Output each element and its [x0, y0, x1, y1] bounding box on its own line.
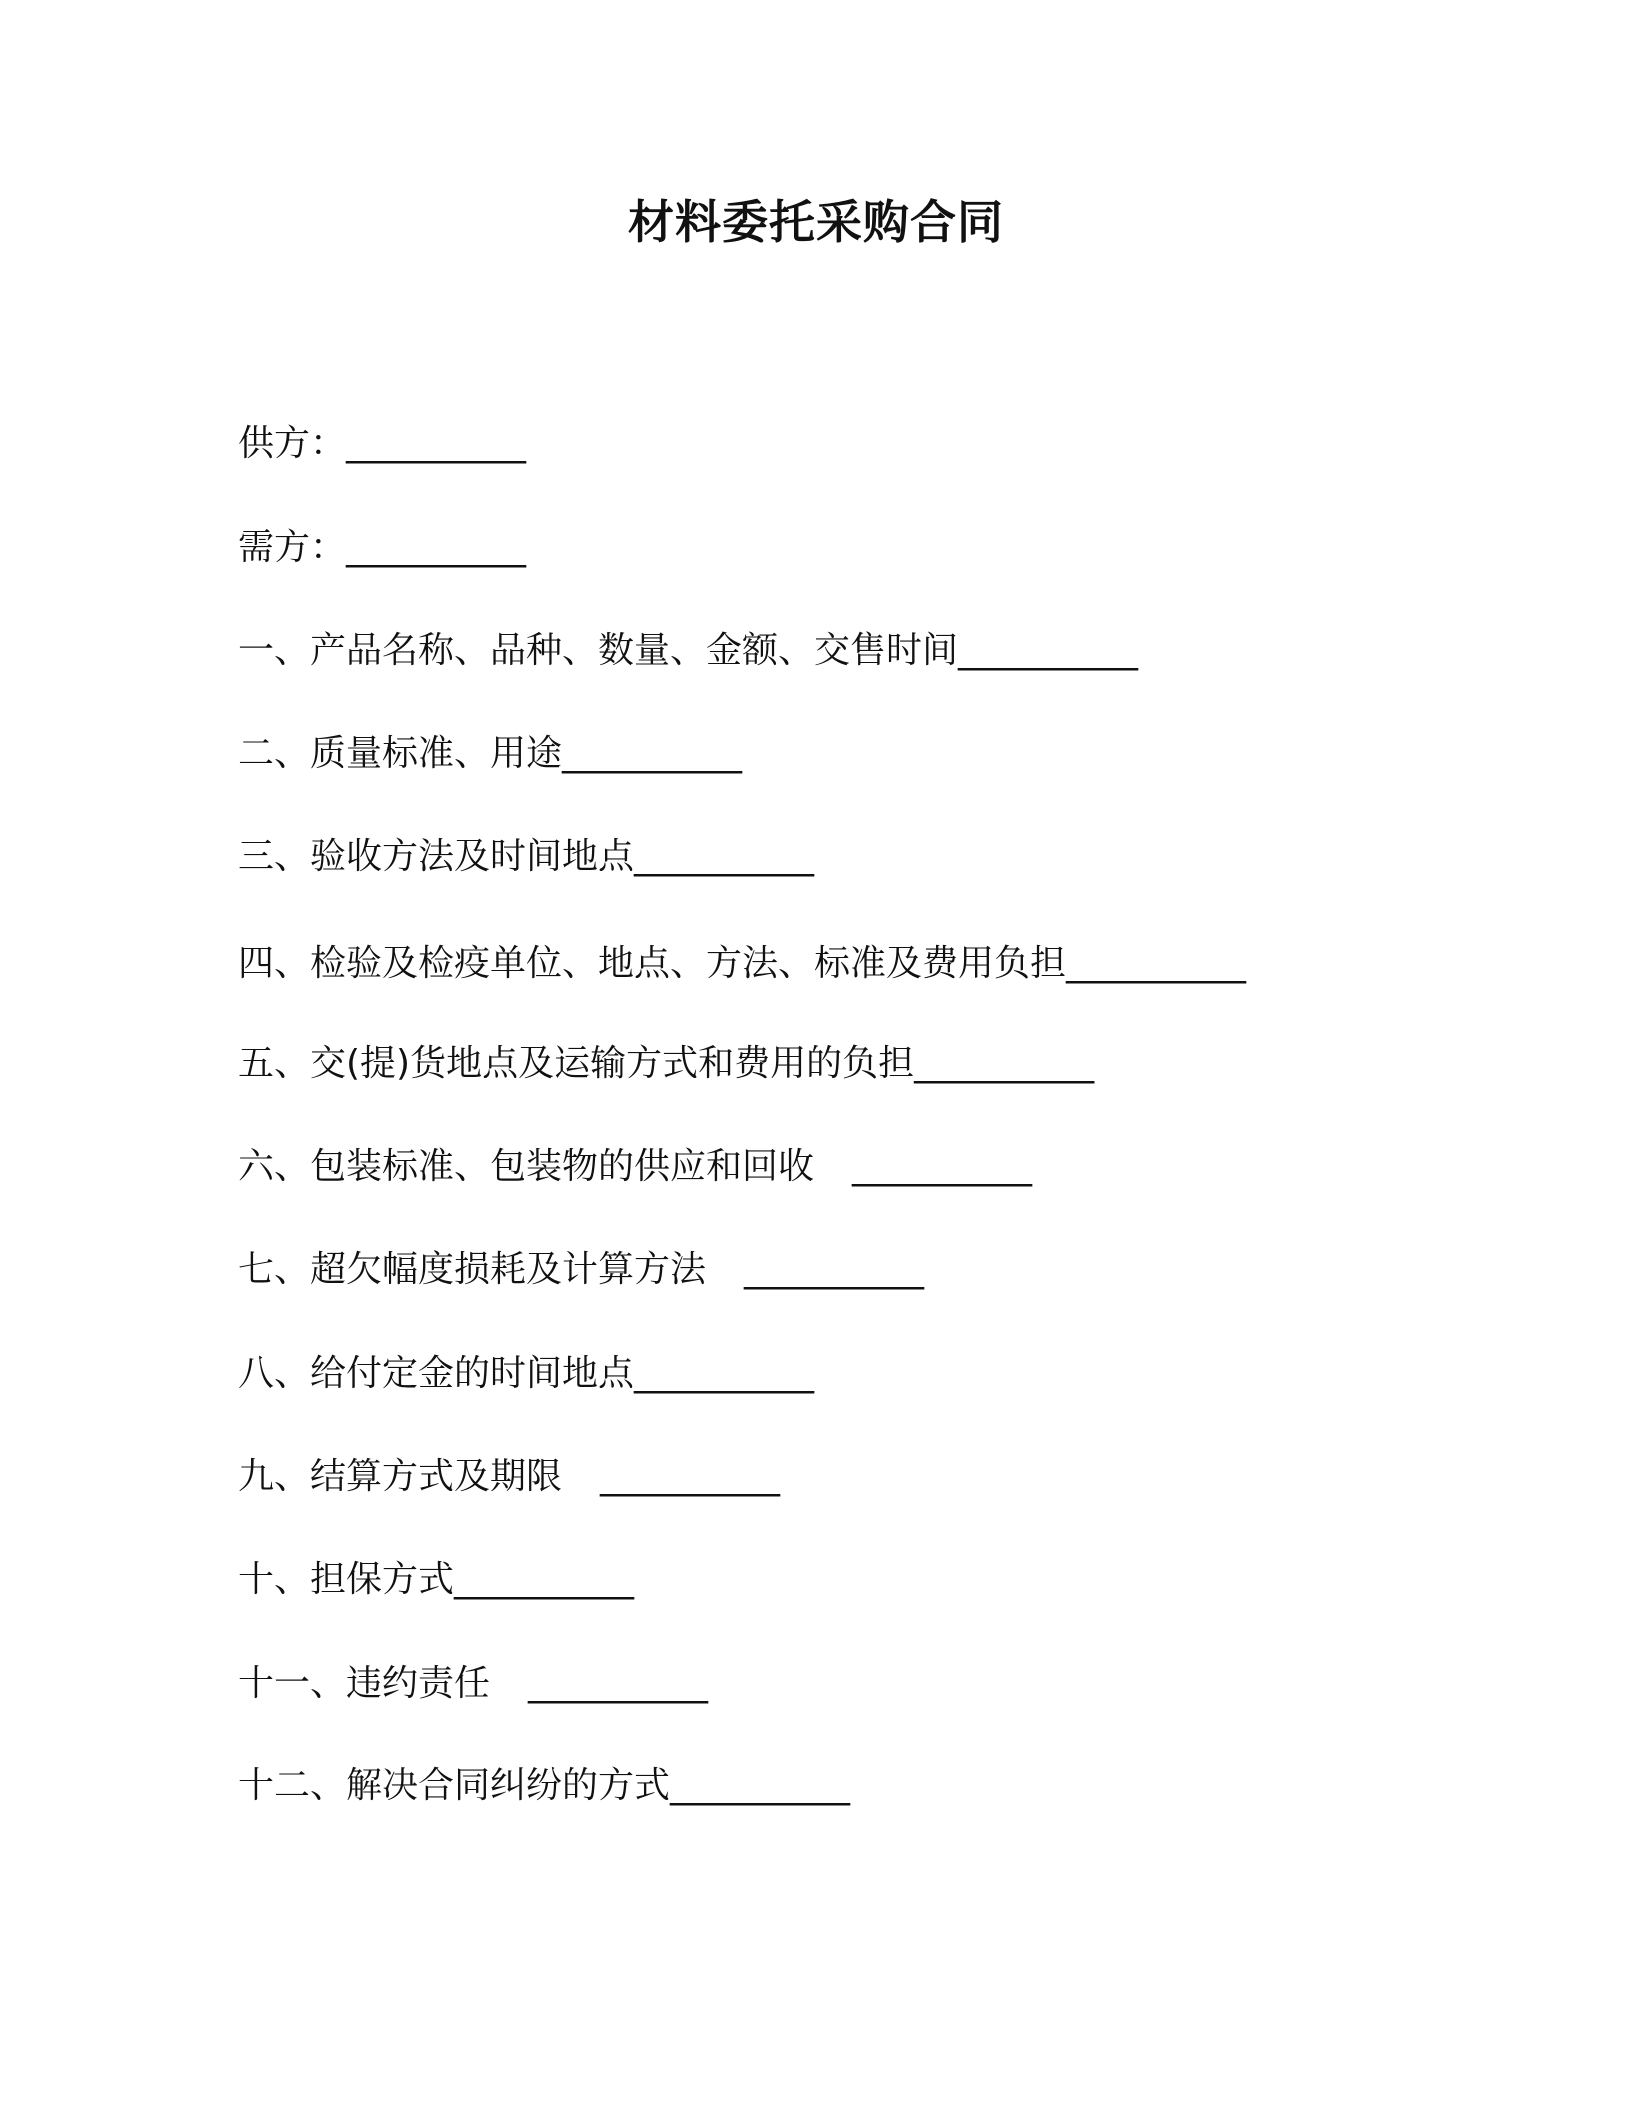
clause-12: 十二、解决合同纠纷的方式__________ — [238, 1765, 851, 1806]
clause-9-blank: __________ — [600, 1456, 781, 1497]
clause-9 — [238, 1453, 780, 1501]
clause-7-text: 七、超欠幅度损耗及计算方法 — [238, 1249, 707, 1290]
buyer-line: 需方：__________ — [238, 527, 527, 568]
clause-7-blank: __________ — [744, 1249, 925, 1290]
clause-8: 八、给付定金的时间地点__________ — [238, 1353, 815, 1394]
clause-9-text: 九、结算方式及期限 — [238, 1456, 563, 1497]
clause-6-blank: __________ — [852, 1146, 1033, 1187]
clause-6 — [238, 1143, 1032, 1191]
clause-11-text: 十一、违约责任 — [238, 1663, 491, 1704]
clause-5: 五、交(提)货地点及运输方式和费用的负担__________ — [238, 1043, 1095, 1084]
clause-7 — [238, 1246, 924, 1294]
clause-11 — [238, 1660, 708, 1708]
clause-10: 十、担保方式__________ — [238, 1559, 635, 1600]
clause-11-blank: __________ — [528, 1663, 709, 1704]
clause-4: 四、检验及检疫单位、地点、方法、标准及费用负担__________ — [238, 943, 1247, 984]
supplier-line: 供方：__________ — [238, 423, 527, 464]
clause-1: 一、产品名称、品种、数量、金额、交售时间__________ — [238, 630, 1139, 671]
clause-2: 二、质量标准、用途__________ — [238, 733, 743, 774]
clause-3: 三、验收方法及时间地点__________ — [238, 836, 815, 877]
document-title: 材料委托采购合同 — [628, 195, 1004, 249]
clause-6-text: 六、包装标准、包装物的供应和回收 — [238, 1146, 815, 1187]
